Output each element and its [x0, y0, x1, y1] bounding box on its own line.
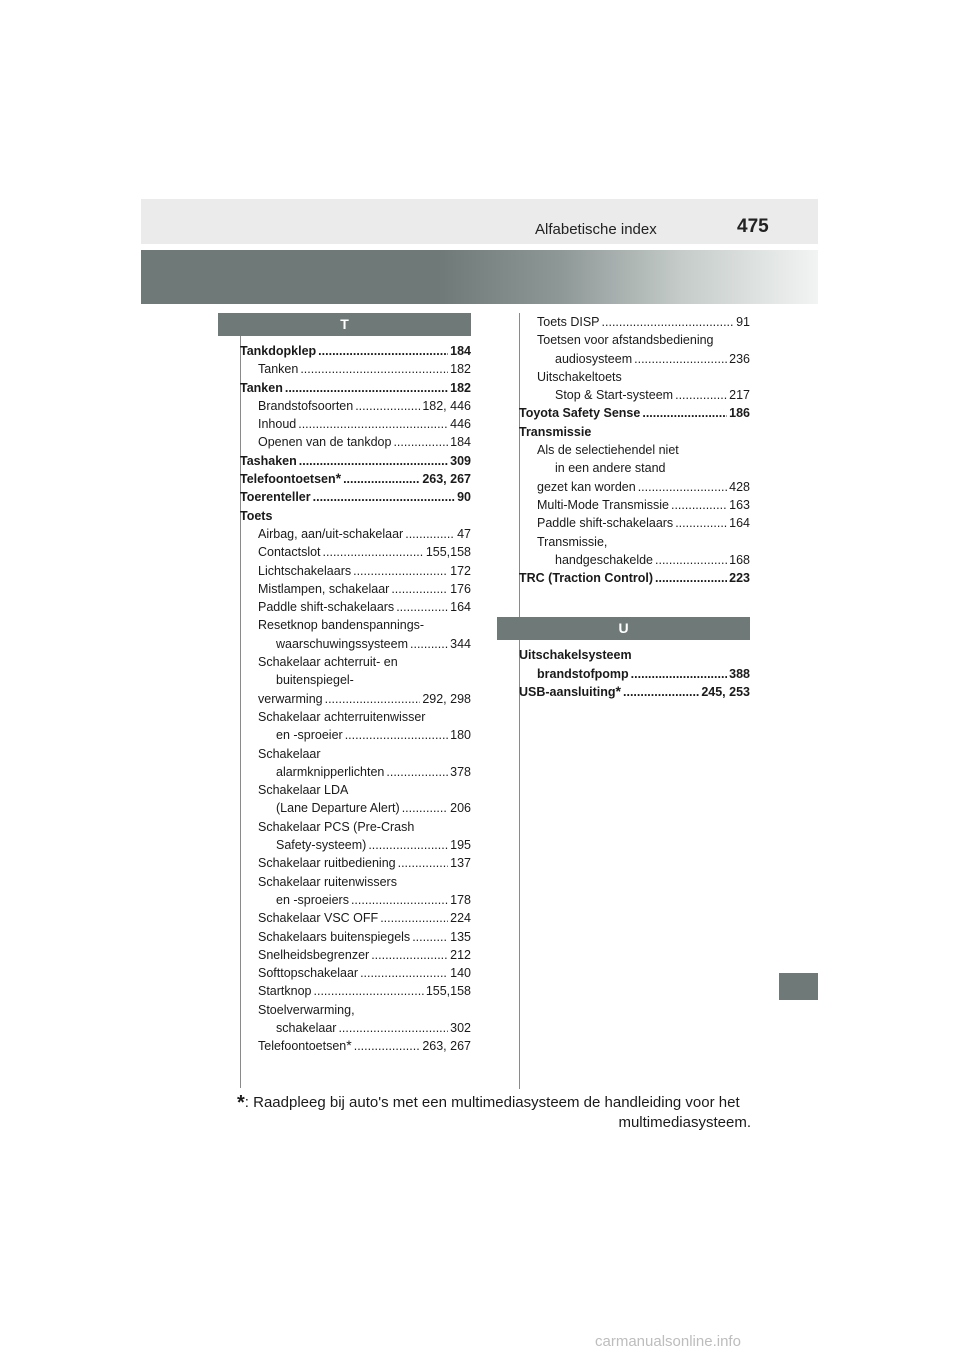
entry-text: Stoelverwarming, — [258, 1002, 355, 1017]
entry-text: Telefoontoetsen — [240, 472, 336, 487]
entry-text: Startknop — [258, 984, 312, 999]
index-column-left — [240, 313, 471, 1056]
index-entry — [240, 635, 471, 653]
entry-text: Schakelaars buitenspiegels — [258, 929, 411, 944]
entry-text: Airbag, aan/uit-schakelaar — [258, 526, 404, 541]
entry-text: Tanken — [240, 380, 283, 395]
entry-text: handgeschakelde — [555, 552, 653, 567]
entry-text: TRC (Traction Control) — [519, 571, 654, 586]
leader-dots — [380, 909, 448, 927]
entry-text: Stop & Start-systeem — [555, 388, 674, 403]
index-entry — [240, 397, 471, 415]
entry-text: Schakelaar — [258, 746, 321, 761]
entry-page-ref: 164 — [450, 600, 471, 615]
entry-text: Inhoud — [258, 417, 297, 432]
index-entry — [240, 525, 471, 543]
index-entry — [240, 726, 471, 744]
index-entry — [519, 441, 750, 459]
leader-dots — [675, 514, 727, 532]
index-entry — [240, 836, 471, 854]
entry-text: buitenspiegel- — [276, 673, 354, 688]
entry-list-right-t — [519, 313, 750, 587]
section-title: Alfabetische index — [535, 221, 657, 238]
entry-page-ref: 224 — [450, 911, 471, 926]
leader-dots — [393, 433, 448, 451]
entry-page-ref: 217 — [729, 388, 750, 403]
entry-text: gezet kan worden — [537, 479, 636, 494]
leader-dots — [318, 342, 448, 360]
index-entry — [519, 386, 750, 404]
entry-text: Tanken — [258, 362, 299, 377]
index-entry — [240, 891, 471, 909]
entry-text: brandstofpomp — [537, 666, 629, 681]
index-entry — [519, 478, 750, 496]
entry-page-ref: 245, 253 — [701, 685, 750, 700]
index-entry — [519, 533, 750, 551]
leader-dots — [299, 452, 448, 470]
index-entry — [240, 854, 471, 872]
leader-dots — [634, 350, 727, 368]
index-entry — [519, 569, 750, 587]
entry-page-ref: 378 — [450, 764, 471, 779]
entry-page-ref: 428 — [729, 479, 750, 494]
index-entry — [519, 551, 750, 569]
index-column-right — [519, 313, 750, 701]
entry-text: waarschuwingssysteem — [276, 636, 408, 651]
leader-dots — [631, 665, 727, 683]
index-entry — [240, 580, 471, 598]
footnote — [237, 1093, 751, 1132]
entry-page-ref: 309 — [450, 453, 471, 468]
entry-page-ref: 155,158 — [425, 984, 471, 999]
leader-dots — [360, 964, 448, 982]
index-entry — [240, 873, 471, 891]
index-entry — [240, 415, 471, 433]
leader-dots — [675, 386, 727, 404]
entry-page-ref: 292, 298 — [422, 691, 471, 706]
entry-page-ref: 176 — [450, 581, 471, 596]
entry-text: Transmissie — [519, 424, 592, 439]
entry-page-ref: 206 — [450, 801, 471, 816]
leader-dots — [325, 690, 421, 708]
entry-text: Paddle shift-schakelaars — [537, 516, 674, 531]
index-entry — [240, 360, 471, 378]
index-entry — [240, 690, 471, 708]
entry-text: alarmknipperlichten — [276, 764, 385, 779]
entry-page-ref: 47 — [457, 526, 471, 541]
entry-text: Telefoontoetsen — [258, 1039, 347, 1054]
index-entry — [519, 423, 750, 441]
leader-dots — [371, 946, 448, 964]
index-entry — [240, 946, 471, 964]
entry-text: Mistlampen, schakelaar — [258, 581, 390, 596]
index-entry: Telefoontoetsen * ..... 263, 267 — [240, 470, 471, 488]
entry-text: Safety-systeem) — [276, 838, 367, 853]
entry-text: USB-aansluiting — [519, 685, 616, 700]
letter-header-t: T — [218, 313, 471, 336]
entry-page-ref: 168 — [729, 552, 750, 567]
index-entry — [240, 433, 471, 451]
footnote-marker: * — [237, 1092, 245, 1114]
leader-dots — [386, 763, 448, 781]
entry-text: Contactslot — [258, 545, 321, 560]
index-entry — [240, 598, 471, 616]
entry-text: Uitschakelsysteem — [519, 648, 632, 663]
entry-page-ref: 263, 267 — [422, 472, 471, 487]
leader-dots — [313, 488, 455, 506]
index-entry — [240, 543, 471, 561]
entry-text: Schakelaar VSC OFF — [258, 911, 379, 926]
index-entry — [519, 646, 750, 664]
index-entry — [240, 653, 471, 671]
entry-page-ref: 163 — [729, 497, 750, 512]
index-entry — [240, 671, 471, 689]
index-entry — [519, 496, 750, 514]
leader-dots — [412, 928, 448, 946]
entry-page-ref: 180 — [450, 728, 471, 743]
letter-header-u: U — [497, 617, 750, 640]
entry-page-ref: 155,158 — [425, 545, 471, 560]
entry-text: Softtopschakelaar — [258, 966, 359, 981]
entry-text: Schakelaar ruitbediening — [258, 856, 396, 871]
index-entry — [240, 452, 471, 470]
entry-text: Multi-Mode Transmissie — [537, 497, 669, 512]
leader-dots — [354, 1037, 421, 1055]
watermark: carmanualsonline.info — [595, 1333, 741, 1350]
index-entry — [240, 488, 471, 506]
leader-dots — [300, 360, 448, 378]
index-entry — [240, 507, 471, 525]
index-entry — [240, 342, 471, 360]
entry-text: Schakelaar achterruit- en — [258, 655, 398, 670]
leader-dots — [353, 562, 448, 580]
leader-dots — [314, 982, 424, 1000]
entry-page-ref: 182 — [450, 380, 471, 395]
index-entry — [240, 562, 471, 580]
index-entry — [240, 379, 471, 397]
entry-page-ref: 186 — [729, 406, 750, 421]
page-number: 475 — [737, 216, 769, 237]
leader-dots — [602, 313, 735, 331]
index-entry — [240, 799, 471, 817]
entry-text: verwarming — [258, 691, 323, 706]
index-entry — [519, 514, 750, 532]
entry-page-ref: 164 — [729, 516, 750, 531]
index-entry — [519, 350, 750, 368]
leader-dots — [398, 854, 449, 872]
index-entry — [240, 982, 471, 1000]
leader-dots — [396, 598, 448, 616]
entry-text: Openen van de tankdop — [258, 435, 392, 450]
entry-text: Als de selectiehendel niet — [537, 443, 679, 458]
index-entry — [519, 404, 750, 422]
index-entry — [519, 313, 750, 331]
entry-page-ref: 178 — [450, 892, 471, 907]
leader-dots — [410, 635, 448, 653]
leader-dots — [351, 891, 448, 909]
index-entry — [240, 909, 471, 927]
index-entry — [519, 665, 750, 683]
entry-text: Toetsen voor afstandsbediening — [537, 333, 714, 348]
entry-text: Schakelaar ruitenwissers — [258, 874, 397, 889]
index-entry — [240, 1001, 471, 1019]
entry-page-ref: 236 — [729, 351, 750, 366]
index-entry — [240, 928, 471, 946]
entry-page-ref: 212 — [450, 947, 471, 962]
leader-dots — [338, 1019, 448, 1037]
entry-text: Schakelaar PCS (Pre-Crash — [258, 819, 415, 834]
leader-dots — [298, 415, 448, 433]
index-entry — [240, 763, 471, 781]
entry-page-ref: 172 — [450, 563, 471, 578]
entry-page-ref: 446 — [450, 417, 471, 432]
entry-text: Toerenteller — [240, 490, 311, 505]
entry-page-ref: 182 — [450, 362, 471, 377]
leader-dots — [368, 836, 448, 854]
entry-list-left — [240, 342, 471, 1056]
entry-page-ref: 184 — [450, 435, 471, 450]
index-entry — [240, 964, 471, 982]
index-entry — [240, 708, 471, 726]
footnote-text-line2: multimediasysteem. — [618, 1114, 751, 1131]
entry-page-ref: 195 — [450, 838, 471, 853]
leader-dots — [655, 569, 727, 587]
index-entry — [519, 459, 750, 477]
entry-text: en -sproeier — [276, 728, 343, 743]
leader-dots — [355, 397, 420, 415]
entry-page-ref: 91 — [736, 315, 750, 329]
entry-text: Brandstofsoorten — [258, 398, 354, 413]
entry-text: (Lane Departure Alert) — [276, 801, 400, 816]
entry-text: Tankdopklep — [240, 344, 317, 358]
entry-text: schakelaar — [276, 1020, 337, 1035]
entry-text: in een andere stand — [555, 461, 666, 476]
entry-text: Toyota Safety Sense — [519, 406, 641, 421]
entry-page-ref: 223 — [729, 571, 750, 586]
leader-dots — [402, 799, 448, 817]
entry-text: Uitschakeltoets — [537, 369, 622, 384]
leader-dots — [642, 404, 727, 422]
index-entry — [240, 1019, 471, 1037]
entry-text: Transmissie, — [537, 534, 608, 549]
leader-dots — [671, 496, 727, 514]
index-entry — [519, 368, 750, 386]
entry-page-ref: 140 — [450, 966, 471, 981]
footnote-text-line1: : Raadpleeg bij auto's met een multimediasysteem de handleiding voor het — [244, 1094, 740, 1111]
leader-dots — [405, 525, 455, 543]
leader-dots — [623, 683, 699, 701]
index-entry — [240, 818, 471, 836]
index-entry — [240, 781, 471, 799]
entry-text: Paddle shift-schakelaars — [258, 600, 395, 615]
entry-text: Snelheidsbegrenzer — [258, 947, 370, 962]
leader-dots — [638, 478, 727, 496]
entry-text: Tashaken — [240, 453, 297, 468]
entry-text: Schakelaar LDA — [258, 783, 349, 798]
entry-page-ref: 263, 267 — [422, 1039, 471, 1054]
index-entry: Telefoontoetsen * ..... 263, 267 — [240, 1037, 471, 1055]
entry-text: Lichtschakelaars — [258, 563, 352, 578]
entry-page-ref: 182, 446 — [422, 398, 471, 413]
entry-page-ref: 135 — [450, 929, 471, 944]
entry-page-ref: 302 — [450, 1020, 471, 1035]
entry-text: Toets DISP — [537, 315, 600, 329]
entry-text: Toets — [240, 508, 273, 523]
index-entry — [240, 616, 471, 634]
entry-page-ref: 137 — [450, 856, 471, 871]
index-entry — [240, 745, 471, 763]
entry-list-right-u — [519, 646, 750, 701]
entry-page-ref: 184 — [450, 344, 471, 358]
index-entry — [519, 331, 750, 349]
index-entry: USB-aansluiting * ..... 245, 253 — [519, 683, 750, 701]
chapter-side-tab — [779, 973, 818, 1000]
header-band — [141, 199, 818, 244]
leader-dots — [323, 543, 424, 561]
leader-dots — [345, 726, 448, 744]
entry-text: Schakelaar achterruitenwisser — [258, 709, 426, 724]
leader-dots — [655, 551, 727, 569]
entry-text: audiosysteem — [555, 351, 633, 366]
entry-page-ref: 344 — [450, 636, 471, 651]
entry-text: en -sproeiers — [276, 892, 349, 907]
entry-page-ref: 388 — [729, 666, 750, 681]
header-gradient-bar — [141, 250, 818, 304]
leader-dots — [285, 379, 448, 397]
entry-text: Resetknop bandenspannings- — [258, 618, 425, 633]
entry-page-ref: 90 — [457, 490, 471, 505]
leader-dots — [391, 580, 448, 598]
leader-dots — [343, 470, 420, 488]
